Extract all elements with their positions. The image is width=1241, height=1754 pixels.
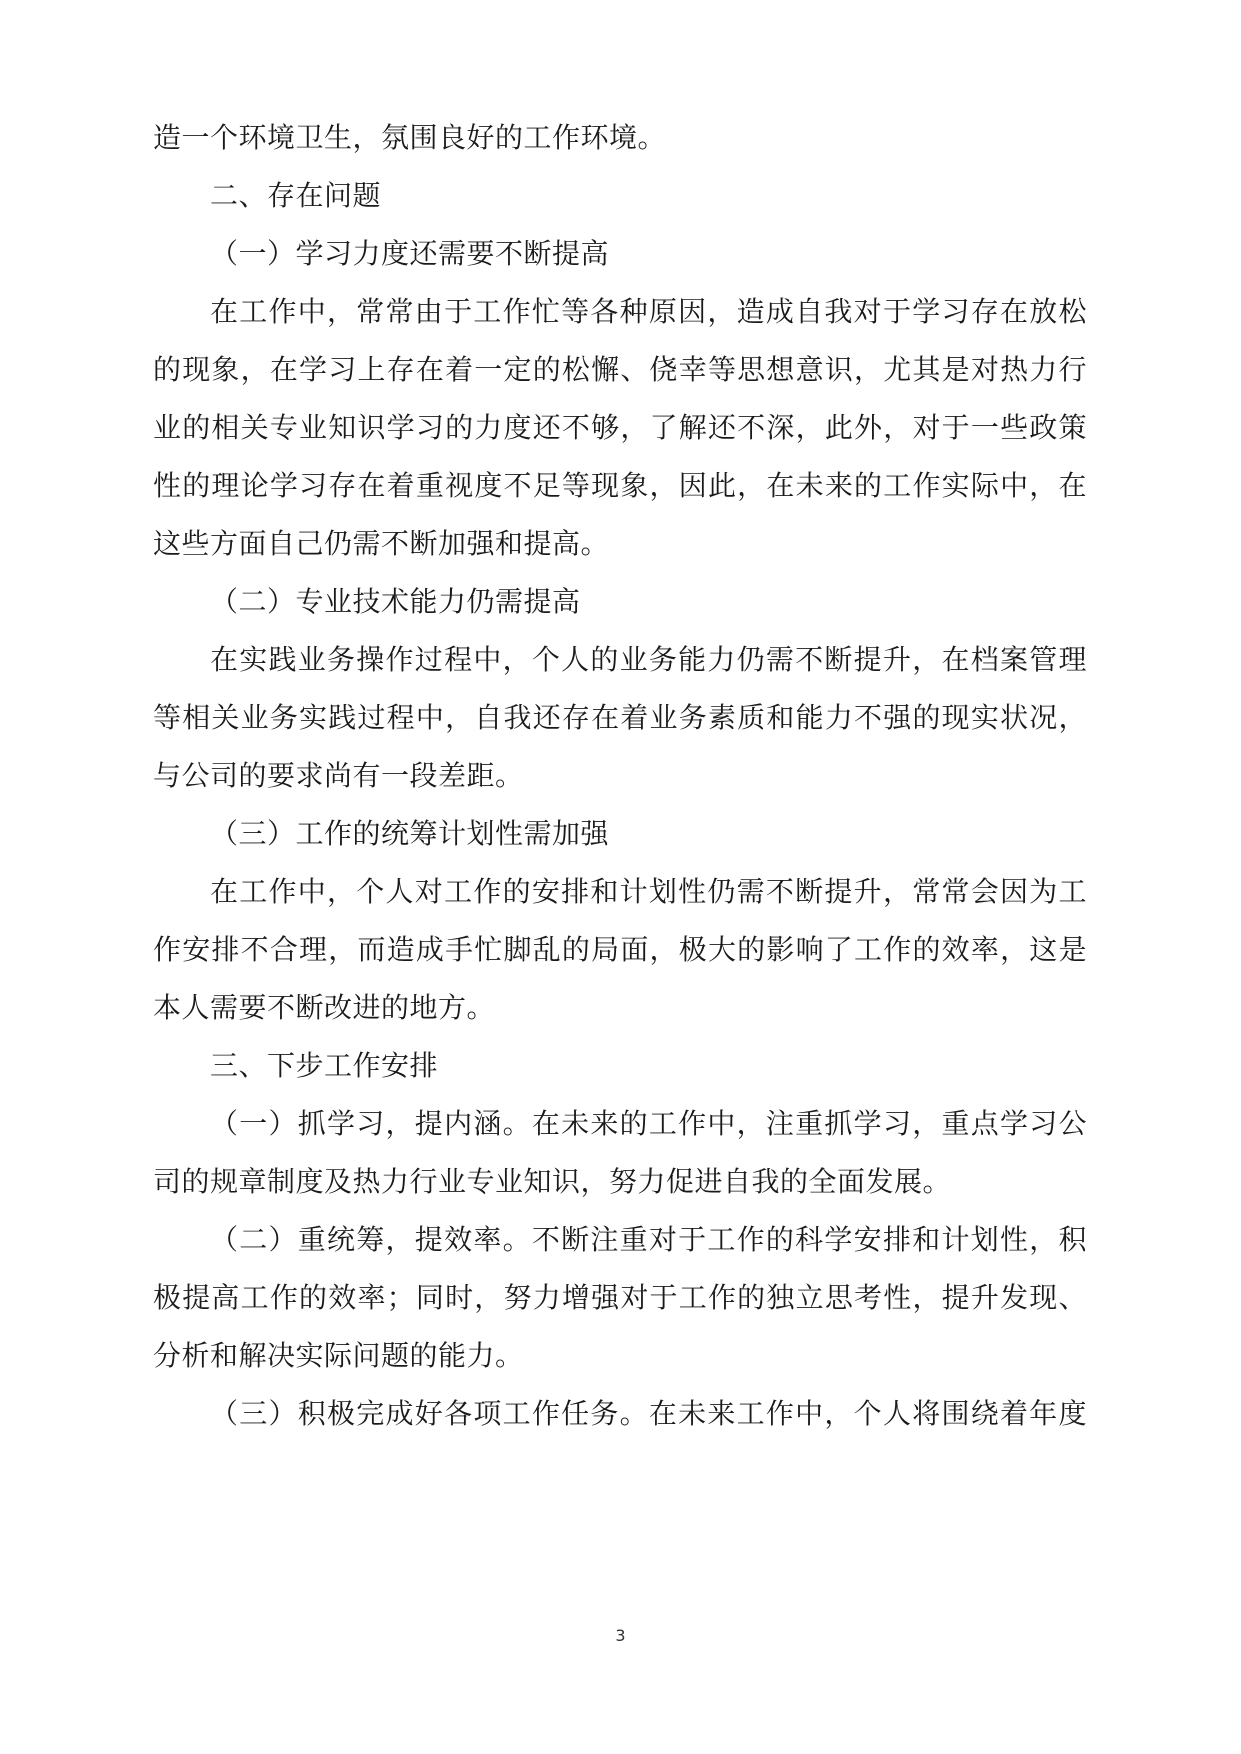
text-line: （三）积极完成好各项工作任务。在未来工作中，个人将围绕着年度	[210, 1397, 1087, 1430]
text-line: 业的相关专业知识学习的力度还不够，了解还不深，此外，对于一些政策	[153, 411, 1087, 444]
subsection-heading: （一）学习力度还需要不断提高	[210, 237, 610, 270]
text-line: 与公司的要求尚有一段差距。	[153, 759, 524, 792]
text-line: 性的理论学习存在着重视度不足等现象，因此，在未来的工作实际中，在	[153, 469, 1087, 502]
text-line: 的现象，在学习上存在着一定的松懈、侥幸等思想意识，尤其是对热力行	[153, 353, 1087, 386]
text-line: 作安排不合理，而造成手忙脚乱的局面，极大的影响了工作的效率，这是	[153, 933, 1087, 966]
section-heading: 三、下步工作安排	[210, 1049, 439, 1082]
text-line: 在工作中，常常由于工作忙等各种原因，造成自我对于学习存在放松	[210, 295, 1087, 328]
text-line: 司的规章制度及热力行业专业知识，努力促进自我的全面发展。	[153, 1165, 952, 1198]
text-line: （一）抓学习，提内涵。在未来的工作中，注重抓学习，重点学习公	[210, 1107, 1087, 1140]
page-number: 3	[615, 1626, 626, 1645]
text-line: 等相关业务实践过程中，自我还存在着业务素质和能力不强的现实状况，	[153, 701, 1087, 734]
text-line: 在实践业务操作过程中，个人的业务能力仍需不断提升，在档案管理	[210, 643, 1087, 676]
section-heading: 二、存在问题	[210, 179, 382, 212]
text-line: 本人需要不断改进的地方。	[153, 991, 496, 1024]
text-line: 分析和解决实际问题的能力。	[153, 1339, 524, 1372]
text-line: 造一个环境卫生，氛围良好的工作环境。	[153, 121, 667, 154]
text-line: 极提高工作的效率；同时，努力增强对于工作的独立思考性，提升发现、	[153, 1281, 1087, 1314]
text-line: 这些方面自己仍需不断加强和提高。	[153, 527, 610, 560]
text-line: （二）重统筹，提效率。不断注重对于工作的科学安排和计划性，积	[210, 1223, 1087, 1256]
subsection-heading: （二）专业技术能力仍需提高	[210, 585, 581, 618]
text-line: 在工作中，个人对工作的安排和计划性仍需不断提升，常常会因为工	[210, 875, 1087, 908]
subsection-heading: （三）工作的统筹计划性需加强	[210, 817, 610, 850]
